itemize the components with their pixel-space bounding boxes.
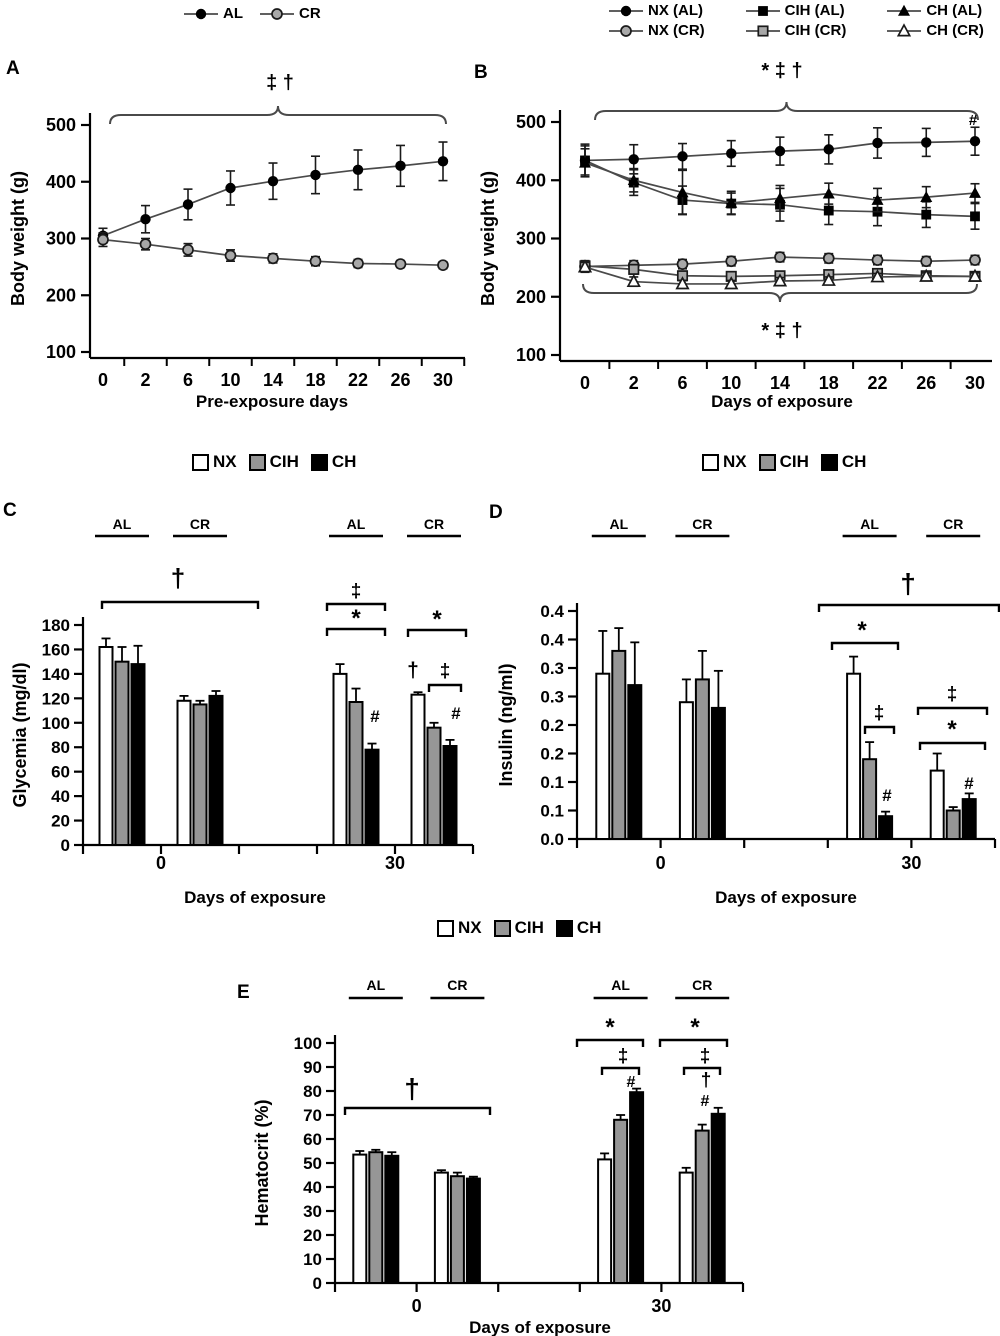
chart-text: 500 <box>515 112 546 132</box>
square-gray-marker-icon <box>745 23 781 39</box>
chart-text: 2 <box>140 370 151 390</box>
legend-item-ch-al- <box>886 2 984 19</box>
bar-nx <box>178 701 191 845</box>
chart-text: 90 <box>303 1058 322 1077</box>
chart-text: Body weight (g) <box>8 171 28 306</box>
chart-text: # <box>451 704 461 723</box>
circle-gray-marker-icon <box>608 23 644 39</box>
chart-text: CR <box>692 516 713 532</box>
bars-nx <box>596 631 943 839</box>
legend-item-nx <box>702 452 747 472</box>
chart-text: ‡ <box>873 703 885 724</box>
chart-text: 0 <box>312 1274 322 1293</box>
bar-cih <box>428 728 441 845</box>
chart-text: 0 <box>655 853 666 873</box>
legend-label: CH (AL) <box>926 2 983 19</box>
bar-ch <box>630 1092 643 1283</box>
significance-bracket <box>920 743 985 750</box>
legend-item-al <box>183 5 243 22</box>
chart-text: # <box>968 112 978 129</box>
significance-bracket <box>577 1040 643 1047</box>
significance-bracket <box>408 630 466 637</box>
bar-ch <box>712 708 725 839</box>
chart-text: 100 <box>515 345 546 365</box>
chart-text: 200 <box>45 285 76 306</box>
bar-cih <box>696 679 709 839</box>
chart-text: 100 <box>293 1034 322 1053</box>
bar-cih <box>350 702 363 845</box>
legend-item-ch-cr- <box>886 22 984 39</box>
legend-panel-c <box>192 452 356 472</box>
bar-cih <box>451 1176 464 1283</box>
chart-text: 80 <box>51 738 70 758</box>
swatch-icon <box>821 454 838 471</box>
bar-ch <box>210 696 223 845</box>
legend-label: NX (AL) <box>648 2 703 19</box>
chart-text: AL <box>346 516 366 532</box>
chart-text: 70 <box>303 1106 322 1125</box>
chart-text: * <box>432 606 442 633</box>
chart-text: 26 <box>390 370 411 390</box>
chart-text: * <box>690 1014 700 1041</box>
significance-bracket <box>660 1040 727 1047</box>
panel-letter-d: D <box>489 502 503 523</box>
chart-text: CR <box>423 516 445 532</box>
axes <box>252 1034 743 1336</box>
significance-bracket <box>345 1108 490 1115</box>
chart-text: CR <box>943 516 964 532</box>
significance-bracket <box>819 605 999 612</box>
chart-text: 0.2 <box>540 744 564 764</box>
chart-text: CR <box>692 977 713 993</box>
panel-letter-b: B <box>474 62 488 83</box>
chart-text: 200 <box>515 286 546 307</box>
bar-cih <box>614 1120 627 1283</box>
chart-text: 30 <box>964 373 986 393</box>
bar-nx <box>412 695 425 845</box>
chart-text: * <box>947 716 957 743</box>
legend-panel-a <box>183 5 321 22</box>
chart-text: 80 <box>303 1082 322 1101</box>
chart-text: 300 <box>515 228 546 249</box>
swatch-icon <box>702 454 719 471</box>
series-cr <box>98 233 448 270</box>
chart-text: 30 <box>901 853 922 873</box>
curly-brace <box>595 102 978 120</box>
legend-label: CH (CR) <box>926 22 984 39</box>
chart-text: 10 <box>303 1250 322 1269</box>
chart-text: * ‡ † <box>761 320 803 342</box>
bar-cih <box>612 651 625 839</box>
bar-cih <box>947 811 960 840</box>
chart-text: CR <box>447 977 468 993</box>
chart-text: AL <box>860 516 879 532</box>
swatch-icon <box>494 920 511 937</box>
legend-item-cih <box>759 452 809 472</box>
bars-cih <box>612 628 959 839</box>
chart-text: AL <box>366 977 386 993</box>
chart-text: AL <box>112 516 132 532</box>
chart-text: 30 <box>303 1202 322 1221</box>
chart-text: ‡ <box>439 661 451 682</box>
chart-text: 400 <box>45 171 76 192</box>
legend-item-ch <box>556 918 602 938</box>
legend-label: NX <box>458 918 482 937</box>
legend-item-nx-cr- <box>608 22 705 39</box>
chart-text: 160 <box>41 640 70 660</box>
swatch-icon <box>556 920 573 937</box>
significance-bracket <box>918 708 987 715</box>
legend-label: CIH (AL) <box>784 2 845 19</box>
bar-ch <box>879 816 892 839</box>
chart-text: 22 <box>347 370 369 390</box>
chart-text: CR <box>189 516 211 532</box>
chart-text: Days of exposure <box>715 888 857 907</box>
chart-text: 100 <box>45 342 76 362</box>
legend-label: CH <box>331 452 357 471</box>
curly-brace <box>110 106 446 124</box>
chart-text: 120 <box>41 689 70 709</box>
curly-brace <box>583 284 977 302</box>
legend-item-nx <box>437 918 482 938</box>
series-nx-al- <box>580 127 980 177</box>
chart-text: 0.3 <box>540 687 564 707</box>
chart-text: † <box>404 1073 420 1104</box>
legend-item-cih-al- <box>745 2 847 19</box>
swatch-icon <box>437 920 454 937</box>
bar-ch <box>444 746 457 845</box>
bar-nx <box>596 674 609 839</box>
bars-cih <box>369 1115 708 1283</box>
legend-label: CIH <box>514 918 544 937</box>
legend-label: NX (CR) <box>648 22 705 39</box>
legend-item-ch <box>821 452 867 472</box>
chart-text: 20 <box>303 1226 322 1245</box>
significance-bracket <box>102 602 258 609</box>
bar-nx <box>435 1173 448 1283</box>
chart-text: # <box>370 707 380 726</box>
significance-annotations <box>110 72 446 124</box>
legend-column <box>886 2 984 39</box>
legend-panel-b <box>608 2 984 39</box>
legend-label: CR <box>299 5 321 22</box>
chart-text: 10 <box>220 370 241 390</box>
chart-text: ‡ <box>350 581 362 602</box>
triangle-filled-marker-icon <box>886 3 922 19</box>
chart-text: 20 <box>51 811 70 831</box>
panel-letter-a: A <box>6 58 20 79</box>
bar-nx <box>334 674 347 845</box>
chart-text: Days of exposure <box>711 392 853 411</box>
chart-text: 50 <box>303 1154 322 1173</box>
bar-nx <box>100 647 113 845</box>
panel-letter-c: C <box>3 500 17 521</box>
chart-text: † <box>700 1070 712 1091</box>
bar-nx <box>680 702 693 839</box>
bar-nx <box>598 1159 611 1283</box>
chart-text: 14 <box>769 373 791 393</box>
legend-label: NX <box>213 452 237 471</box>
bar-ch <box>963 799 976 839</box>
chart-text: 18 <box>818 373 839 393</box>
panel-letter-e: E <box>237 982 250 1003</box>
legend-label: CIH (CR) <box>784 22 847 39</box>
axes <box>10 616 473 907</box>
circle-filled-marker-icon <box>183 6 219 22</box>
chart-text: 14 <box>262 370 284 390</box>
swatch-icon <box>192 454 209 471</box>
panel-e-hematocrit-chart <box>240 940 770 1336</box>
chart-text: † <box>407 659 419 682</box>
chart-text: ‡ <box>699 1046 711 1067</box>
bar-cih <box>116 662 129 845</box>
legend-column <box>745 2 847 39</box>
chart-text: Body weight (g) <box>478 171 498 306</box>
bar-nx <box>931 771 944 839</box>
chart-text: 10 <box>721 373 742 393</box>
bar-nx <box>353 1155 366 1283</box>
chart-text: 0 <box>579 373 591 393</box>
chart-text: 400 <box>515 170 546 191</box>
chart-text: 18 <box>305 370 326 390</box>
chart-text: 60 <box>303 1130 322 1149</box>
circle-gray-marker-icon <box>259 6 295 22</box>
triangle-open-marker-icon <box>886 23 922 39</box>
chart-text: 0.1 <box>540 773 564 792</box>
bar-ch <box>628 685 641 839</box>
legend-label: AL <box>223 5 243 22</box>
chart-text: 0.0 <box>540 830 564 849</box>
legend-item-cih <box>249 452 299 472</box>
chart-text: * <box>351 605 361 632</box>
legend-label: CH <box>576 918 602 937</box>
chart-text: ‡ <box>617 1046 629 1067</box>
chart-text: 0.4 <box>540 602 564 621</box>
chart-text: 26 <box>916 373 937 393</box>
chart-text: † <box>170 563 186 593</box>
chart-text: 180 <box>41 616 70 635</box>
significance-bracket <box>327 629 385 636</box>
chart-text: 6 <box>182 370 194 390</box>
chart-text: * <box>605 1014 615 1041</box>
legend-item-nx-al- <box>608 2 705 19</box>
bar-ch <box>132 664 145 845</box>
square-filled-marker-icon <box>745 3 781 19</box>
chart-text: 6 <box>677 373 688 393</box>
group-headers <box>95 516 461 536</box>
panel-c-glycemia-chart <box>0 505 486 917</box>
chart-text: 30 <box>651 1296 672 1316</box>
significance-annotations <box>819 568 999 805</box>
bar-ch <box>385 1156 398 1283</box>
bar-ch <box>366 750 379 845</box>
bar-nx <box>847 674 860 839</box>
chart-text: Hematocrit (%) <box>252 1099 272 1227</box>
chart-text: 2 <box>628 373 639 393</box>
bar-cih <box>863 759 876 839</box>
series-al <box>98 142 448 243</box>
legend-column <box>608 2 705 39</box>
group-headers <box>592 516 980 536</box>
chart-text: 140 <box>41 664 70 684</box>
chart-text: 40 <box>51 787 70 807</box>
axes <box>496 602 995 907</box>
chart-text: Insulin (ng/ml) <box>496 663 516 787</box>
series-nx-cr- <box>580 252 980 272</box>
legend-item-cih <box>494 918 544 938</box>
legend-label: CIH <box>779 452 809 471</box>
chart-text: 40 <box>303 1178 322 1197</box>
chart-text: 60 <box>51 762 70 782</box>
chart-text: 30 <box>432 370 454 390</box>
legend-label: CIH <box>269 452 299 471</box>
chart-text: # <box>626 1074 636 1091</box>
chart-text: Pre-exposure days <box>195 392 349 411</box>
bar-cih <box>696 1131 709 1283</box>
chart-text: 0 <box>411 1296 422 1316</box>
bar-cih <box>194 704 207 845</box>
bar-nx <box>680 1173 693 1283</box>
chart-text: 0.1 <box>540 801 564 821</box>
legend-item-ch <box>311 452 357 472</box>
significance-bracket <box>832 643 898 650</box>
legend-item-cih-cr- <box>745 22 847 39</box>
legend-item-cr <box>259 5 321 22</box>
chart-text: 500 <box>45 115 76 135</box>
panel-d-insulin-chart <box>488 505 1000 917</box>
circle-filled-marker-icon <box>608 3 644 19</box>
swatch-icon <box>311 454 328 471</box>
significance-bracket <box>429 685 461 692</box>
legend-panel-d <box>702 452 866 472</box>
legend-label: NX <box>723 452 747 471</box>
bar-ch <box>712 1114 725 1283</box>
chart-text: 0 <box>97 370 109 390</box>
panel-a-body-weight-chart <box>0 55 470 421</box>
chart-text: 0.4 <box>540 630 564 650</box>
chart-text: 30 <box>384 853 406 873</box>
chart-text: Glycemia (mg/dl) <box>10 662 30 808</box>
legend-panel-e <box>437 918 601 938</box>
chart-text: # <box>700 1093 710 1110</box>
significance-annotations <box>345 1014 727 1115</box>
chart-text: * <box>857 617 867 644</box>
chart-text: 22 <box>867 373 888 393</box>
chart-text: Days of exposure <box>184 888 326 907</box>
bars-cih <box>116 647 441 845</box>
chart-text: 100 <box>41 713 70 733</box>
bar-cih <box>369 1152 382 1283</box>
chart-text: Days of exposure <box>469 1318 611 1336</box>
legend-item-nx <box>192 452 237 472</box>
chart-text: 0 <box>60 836 70 855</box>
significance-bracket <box>865 727 894 734</box>
legend-label: CH <box>841 452 867 471</box>
chart-text: AL <box>611 977 630 993</box>
chart-text: # <box>882 786 892 805</box>
chart-text: 300 <box>45 228 76 249</box>
group-headers <box>349 977 729 998</box>
chart-text: * ‡ † <box>761 60 803 82</box>
chart-text: ‡ <box>946 684 958 705</box>
bar-ch <box>467 1179 480 1283</box>
chart-text: # <box>964 774 974 793</box>
chart-text: ‡ † <box>266 72 294 94</box>
chart-text: 0.3 <box>540 659 564 678</box>
chart-text: AL <box>609 516 629 532</box>
chart-text: † <box>900 568 916 599</box>
panel-b-body-weight-chart <box>470 55 1000 421</box>
swatch-icon <box>759 454 776 471</box>
chart-text: 0 <box>155 853 167 873</box>
chart-text: 0.2 <box>540 716 564 735</box>
swatch-icon <box>249 454 266 471</box>
